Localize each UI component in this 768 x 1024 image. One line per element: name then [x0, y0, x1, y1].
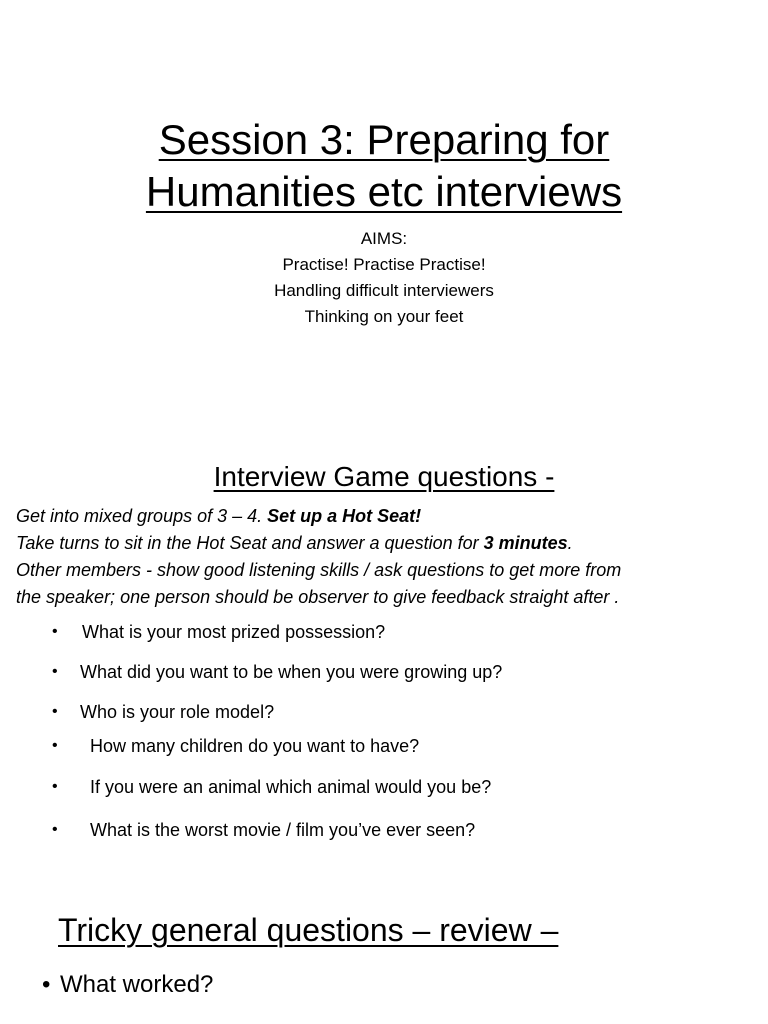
- duration-emphasis: 3 minutes: [483, 533, 568, 553]
- question-item: What is the worst movie / film you’ve ever seen?: [90, 820, 476, 840]
- aims-item: Handling difficult interviewers: [274, 281, 494, 300]
- question-item: If you were an animal which animal would you be?: [90, 777, 492, 797]
- bullet-icon: •: [52, 703, 58, 720]
- review-item: What worked?: [60, 971, 214, 998]
- bullet-icon: •: [52, 821, 58, 838]
- aims-item: Thinking on your feet: [304, 307, 464, 326]
- bullet-icon: •: [52, 778, 58, 795]
- aims-heading: AIMS:: [360, 229, 408, 248]
- page-title-line-2: Humanities etc interviews: [145, 168, 623, 215]
- instruction-line: the speaker; one person should be observer to give feedback straight after .: [16, 587, 620, 607]
- question-item: How many children do you want to have?: [90, 736, 420, 756]
- bullet-icon: •: [52, 623, 58, 640]
- instruction-line: Other members - show good listening skills / ask questions to get more from: [16, 560, 622, 580]
- bullet-icon: •: [42, 971, 51, 998]
- tricky-questions-heading: Tricky general questions – review –: [58, 912, 559, 948]
- aims-item: Practise! Practise Practise!: [282, 255, 486, 274]
- instruction-line: Get into mixed groups of 3 – 4. Set up a Hot Seat!: [16, 506, 422, 526]
- question-item: What did you want to be when you were growing up?: [80, 662, 503, 682]
- instruction-line: Take turns to sit in the Hot Seat and answer a question for 3 minutes.: [16, 533, 573, 553]
- bullet-icon: •: [52, 737, 58, 754]
- question-item: Who is your role model?: [80, 702, 275, 722]
- bullet-icon: •: [52, 663, 58, 680]
- interview-game-heading: Interview Game questions -: [213, 461, 555, 492]
- hot-seat-emphasis: Set up a Hot Seat!: [267, 506, 422, 526]
- question-item: What is your most prized possession?: [82, 622, 386, 642]
- page-title-line-1: Session 3: Preparing for: [158, 116, 610, 163]
